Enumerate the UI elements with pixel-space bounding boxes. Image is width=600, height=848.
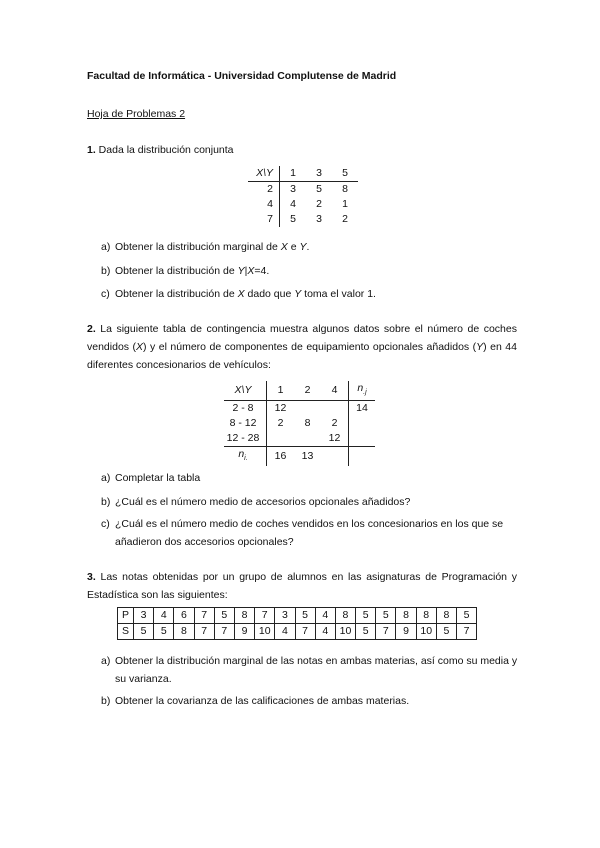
- table-cell: 4: [315, 624, 335, 640]
- col-header: 2: [294, 381, 321, 401]
- table-cell: 9: [396, 624, 416, 640]
- table-cell: 4: [154, 608, 174, 624]
- row-header: 12 - 28: [224, 431, 267, 447]
- row-total-header: $n_{i.}$: [224, 447, 267, 467]
- table-cell: 5: [316, 183, 322, 195]
- table-corner: X\Y: [248, 166, 280, 182]
- col-total-header: $n_{.j}$: [349, 381, 376, 401]
- table-row: [248, 182, 358, 198]
- table-cell: 12: [274, 402, 287, 415]
- table-cell: 2: [277, 417, 284, 430]
- table-cell: 3: [290, 183, 296, 195]
- table-cell: 4: [290, 198, 296, 210]
- table-cell: 8: [416, 608, 436, 624]
- col-header: 4: [321, 381, 349, 401]
- problem-1-intro: [87, 141, 517, 159]
- problem-2-intro: 2. La siguiente tabla de contingencia muestra algunos datos sobre el número de coches vendidos (X) y el número de componentes de equipamiento opcionales añadidos (Y) en 44 diferentes concesionarios de vehículos:: [87, 323, 517, 371]
- row-total: [349, 431, 376, 447]
- table-cell: 5: [154, 624, 174, 640]
- table-cell: 5: [356, 608, 376, 624]
- grades-table: [117, 607, 477, 640]
- table-cell: 10: [255, 624, 275, 640]
- table-cell: 5: [356, 624, 376, 640]
- table-cell: 1: [342, 198, 348, 210]
- problem-2-number: 2.: [87, 323, 96, 335]
- row-header: 4: [248, 197, 280, 212]
- problem-3-intro: 3. Las notas obtenidas por un grupo de alumnos en las asignaturas de Programación y Estadística son las siguientes:: [87, 571, 517, 601]
- table-cell: 7: [255, 608, 275, 624]
- table-cell: [321, 401, 349, 417]
- table-row: [248, 197, 358, 212]
- table-row: [248, 212, 358, 227]
- table-cell: 9: [234, 624, 254, 640]
- table-cell: 8: [396, 608, 416, 624]
- table-cell: 3: [275, 608, 295, 624]
- table-cell: 8: [335, 608, 355, 624]
- table-cell: 2: [342, 213, 348, 225]
- table-cell: 3: [316, 213, 322, 225]
- table-cell: 6: [174, 608, 194, 624]
- table-row: [224, 431, 375, 447]
- table-cell: 2: [316, 198, 322, 210]
- table-cell: 7: [376, 624, 396, 640]
- row-header: 7: [248, 212, 280, 227]
- document-header: Facultad de Informática - Universidad Complutense de Madrid: [87, 70, 397, 82]
- row-total: 14: [349, 401, 376, 417]
- table-cell: 5: [376, 608, 396, 624]
- table-row: [224, 416, 375, 431]
- table-cell: 8: [436, 608, 456, 624]
- table-cell: 5: [290, 213, 296, 225]
- table-cell: [294, 431, 321, 447]
- table-cell: [267, 431, 295, 447]
- row-header: S: [118, 624, 134, 640]
- table-cell: 7: [295, 624, 315, 640]
- col-total: [321, 447, 349, 467]
- table-cell: 5: [214, 608, 234, 624]
- table-cell: 3: [134, 608, 154, 624]
- table-footer-row: [224, 447, 375, 467]
- table-row-s: [118, 624, 477, 640]
- col-header: 1: [280, 166, 307, 182]
- table-cell: 7: [194, 624, 214, 640]
- problem-2-item-c: c) ¿Cuál es el número medio de coches vendidos en los concesionarios en los que se añadieron dos accesorios opcionales?: [101, 518, 504, 548]
- table-cell: [294, 401, 321, 417]
- joint-distribution-table: [248, 166, 358, 227]
- table-cell: 7: [214, 624, 234, 640]
- table-cell: 8: [304, 417, 311, 430]
- table-cell: 5: [295, 608, 315, 624]
- table-cell: 8: [174, 624, 194, 640]
- contingency-table: [224, 381, 375, 466]
- grand-total: [349, 447, 376, 467]
- table-corner: X\Y: [224, 381, 267, 401]
- document-subtitle: Hoja de Problemas 2: [87, 108, 186, 120]
- table-cell: 5: [457, 608, 477, 624]
- table-cell: 10: [416, 624, 436, 640]
- table-row: [224, 401, 375, 417]
- table-cell: 8: [234, 608, 254, 624]
- problem-3-item-a: a) Obtener la distribución marginal de las notas en ambas materias, así como su media y su varianza.: [101, 655, 518, 685]
- row-header: P: [118, 608, 134, 624]
- table-cell: 8: [342, 183, 348, 195]
- table-row-p: [118, 608, 477, 624]
- problem-1-text: Dada la distribución conjunta: [95, 144, 234, 156]
- row-header: 8 - 12: [224, 416, 267, 431]
- row-total: [349, 416, 376, 431]
- col-header: 3: [306, 166, 332, 182]
- col-total: 13: [294, 447, 321, 467]
- problem-3-number: 3.: [87, 571, 96, 583]
- table-cell: 5: [436, 624, 456, 640]
- table-cell: 12: [328, 432, 341, 445]
- table-cell: 7: [457, 624, 477, 640]
- table-cell: 4: [275, 624, 295, 640]
- table-cell: 2: [331, 417, 338, 430]
- table-cell: 5: [134, 624, 154, 640]
- col-total: 16: [267, 447, 295, 467]
- col-header: 1: [267, 381, 295, 401]
- table-cell: 10: [335, 624, 355, 640]
- row-header: 2: [248, 182, 280, 198]
- problem-1-number: 1.: [87, 144, 96, 156]
- table-cell: 4: [315, 608, 335, 624]
- table-cell: 7: [194, 608, 214, 624]
- col-header: 5: [332, 166, 358, 182]
- row-header: 2 - 8: [224, 401, 267, 417]
